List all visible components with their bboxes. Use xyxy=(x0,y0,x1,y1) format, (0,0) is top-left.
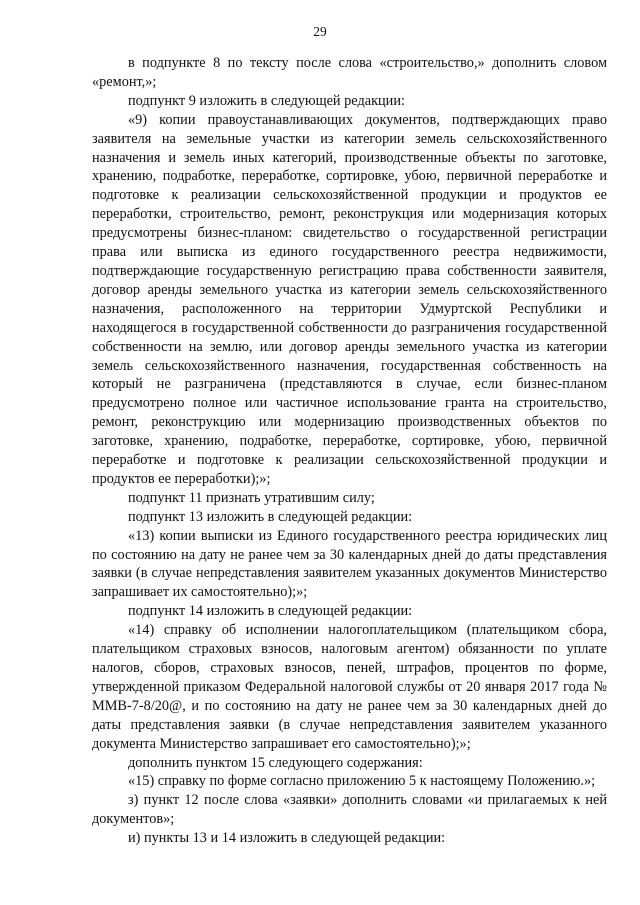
page-number: 29 xyxy=(313,24,327,39)
document-body xyxy=(92,54,607,848)
paragraph-subpoint-11-repeal: подпункт 11 признать утратившим силу; xyxy=(128,489,375,506)
paragraph-subpoint-14-intro: подпункт 14 изложить в следующей редакции: xyxy=(128,603,413,620)
paragraph-item-i: и) пункты 13 и 14 изложить в следующей редакции: xyxy=(128,830,446,847)
paragraph-subpoint-15-intro: дополнить пунктом 15 следующего содержания: xyxy=(128,754,423,771)
paragraph-subpoint-9-text: «9) копии правоустанавливающих документов, подтверждающих право заявителя на земельные участки из категории земель сельскохозяйственного назначения и земель иных категорий, производственные объекты по заготовке, хранению, подработке, переработке, сортировке, убою, первичной переработке и подготовке к реализации сельскохозяйственной продукции и продуктов ее переработки, строительство, ремонт, реконструкция или модернизация которых предусмотрены бизнес-планом: свидетельство о государственной регистрации права или выписка из единого государственного реестра недвижимости, подтверждающие государственную регистрацию права собственности заявителя, договор аренды земельного участка из категории земель сельскохозяйственного назначения, расположенного на территории Удмуртской Республики и находящегося в государственной собственности до разграничения государственной собственности на землю, или договор аренды земельного участка из категории земель сельскохозяйственного назначения, государственная собственность на который не разграничена (представляются в случае, если бизнес-планом предусмотрено полное или частичное использование гранта на строительство, ремонт, реконструкцию или модернизацию производственных объектов по заготовке, хранению, подработке, переработке, сортировке, убою, первичной переработке и подготовке к реализации сельскохозяйственной продукции и продуктов ее переработки);»; xyxy=(92,111,607,487)
paragraph-subpoint-9-intro: подпункт 9 изложить в следующей редакции: xyxy=(128,92,405,109)
paragraph-subpoint-8-amendment: в подпункте 8 по тексту после слова «строительство,» дополнить словом «ремонт,»; xyxy=(92,55,607,90)
paragraph-subpoint-13-text: «13) копии выписки из Единого государственного реестра юридических лиц по состоянию на дату не ранее чем за 30 календарных дней до даты представления заявки (в случае непредставления заявителем указанных документов Министерство запрашивает их самостоятельно);»; xyxy=(92,527,607,601)
paragraph-subpoint-15-text: «15) справку по форме согласно приложению 5 к настоящему Положению.»; xyxy=(128,773,596,790)
paragraph-subpoint-14-text: «14) справку об исполнении налогоплательщиком (плательщиком сбора, плательщиком страховых взносов, налоговым агентом) обязанности по уплате налогов, сборов, страховых взносов, пеней, штрафов, процентов по форме, утвержденной приказом Федеральной налоговой службы от 20 января 2017 года № ММВ-7-8/20@, и по состоянию на дату не ранее чем за 30 календарных дней до даты представления заявки (в случае непредставления заявителем указанного документа Министерство запрашивает его самостоятельно);»; xyxy=(92,622,607,752)
paragraph-subpoint-13-intro: подпункт 13 изложить в следующей редакции: xyxy=(128,508,413,525)
paragraph-item-z: з) пункт 12 после слова «заявки» дополнить словами «и прилагаемых к ней документов»; xyxy=(92,792,607,828)
